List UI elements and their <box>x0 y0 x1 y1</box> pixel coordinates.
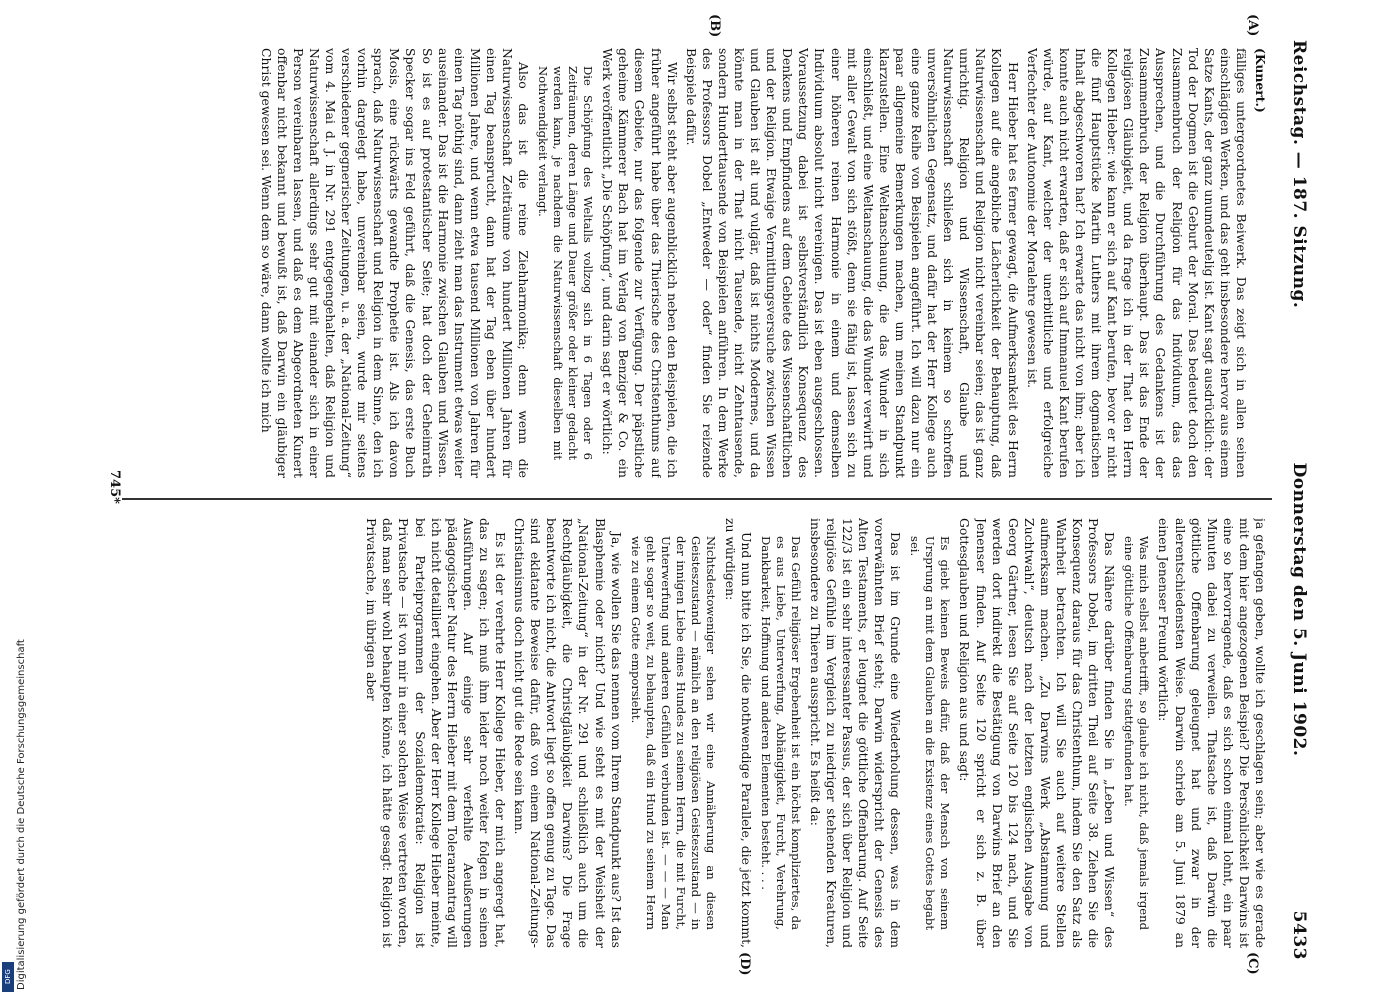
quotation: Nichtsdestoweniger sehen wir eine Annäherung an diesen Geisteszustand — nämlich an den religiösen Geisteszustand — in der innigen Liebe eines Hundes zu seinem Herrn, die mit Furcht, Unterwerfung und anderen Gefühlen verbunden ist. — — — Man geht sogar so weit, zu behaupten, daß ein Hund zu seinem Herrn wie zu einem Gotte emporsieht. <box>628 536 718 930</box>
right-column <box>118 518 1268 948</box>
left-column <box>118 48 1268 478</box>
margin-mark-d: (D) <box>737 952 752 976</box>
paragraph: Ja, wie wollen Sie das nennen vom Ihrem Standpunkt aus? Ist das Blasphemie oder nicht? Und wie steht es mit der Weisheit der „National-Zeitung“ in der Nr. 291 und schließlich auch um die Rechtgläubigkeit, die Christgläubigkeit Darwins? Die Frage beantworte ich nicht, die Antwort liegt so offen genug zu Tage. Das sind eklatante Beweise dafür, daß von einem National-Zeitungs-Christianismus doch nicht gut die Rede sein kann. <box>512 518 624 948</box>
paragraph: fälliges untergeordnetes Beiwerk. Das zeigt sich in allen seinen einschlägigen Werken, und das geht insbesondere hervor aus einem Satze Kants, der ganz unumdeutelig ist. Kant sagt ausdrücklich: der Tod der Dogmen ist die Geburt der Moral. Das bedeutet doch den Zusammenbruch der Religion für das Individuum, das das Aussprechen, und die Durchführung des Gedankens ist der Zusammenbruch der Religion überhaupt. Das ist das Ende der religiösen Gläubigkeit, und da frage ich in der That den Herrn Kollegen Hieber: wie kann er sich auf Kant berufen, bevor er nicht die fünf Hauptstücke Martin Luthers mit ihrem dogmatischen Inhalt abgeschworen hat? Ich erwarte das nicht von ihm; aber ich konnte auch nicht erwarten, daß er sich auf Immanuel Kant berufen würde, auf Kant, welcher der unerbittliche und erfolgreiche Verfechter der Autonomie der Moralehre gewesen ist. <box>1024 48 1249 478</box>
quotation: Das Gefühl religiöser Ergebenheit ist ein höchst kompliziertes, da es aus Liebe, Unterwerfung, Abhängigkeit, Furcht, Verehrung, Dankbarkeit, Hoffnung und anderen Elementen besteht. . . . <box>758 536 803 930</box>
column-rule <box>122 498 1272 500</box>
paragraph: Das ist im Grunde eine Wiederholung dessen, was in dem vorerwähnten Brief steht; Darwin widerspricht der Genesis des Alten Testaments, er leugnet die göttliche Offenbarung. Auf Seite 122/3 ist ein sehr interessanter Passus, der sich über Religion und religiöse Gefühle im Vergleich zu niedriger stehenden Kreaturen, insbesondere zu Thieren ausspricht. Es heißt da: <box>807 518 904 948</box>
paragraph: Wir selbst steht aber augenblicklich neben den Beispielen, die ich früher angeführt habe über das Thierische des Christenthums auf diesem Gebiete, nur das folgende zur Verfügung. Der päpstliche geheime Kämmerer Bach hat im Verlag von Benziger & Co. ein Werk veröffentlicht „Die Schöpfung“, und darin sagt er wörtlich: <box>600 48 680 478</box>
page-number: 5433 <box>1289 910 1309 960</box>
paragraph: ja gefangen geben, wollte ich geschlagen sein; aber wie es gerade mit dem hier angezogenen Beispiel? Die Persönlichkeit Darwins ist eine so hervorragende, daß es sich schon einmal lohnt, ein paar Minuten dabei zu verweilen. Thatsache ist, daß Darwin die göttliche Offenbarung geleugnet hat und zwar in der allerentschiedensten Weise. Darwin schrieb am 5. Juni 1879 an einen Jenenser Freund wörtlich: <box>1156 518 1268 948</box>
speaker-label: (Kunert.) <box>1253 48 1268 113</box>
paragraph: Es ist der verehrte Herr Kollege Hieber, der mich angeregt hat, das zu sagen; ich muß ihm leider noch weiter folgen in seinen Ausführungen. Auf einige sehr verfehlte Aeußerungen pädagogischer Natur des Herrn Hieber mit dem Toleranzantrag will ich nicht detailliert eingehen. Aber der Herr Kollege Hieber meinte, bei Parteiprogrammen der Sozialdemokratie: Religion ist Privatsache — ist von mir in einer solchen Weise vertreten worden, daß man sehr wohl behaupten könne, ich hätte gesagt: Religion ist Privatsache, im übrigen aber <box>364 518 508 948</box>
paragraph: Herr Hieber hat es ferner gewagt, die Aufmerksamkeit des Herrn Kollegen auf die angebliche Lächerlichkeit der Behauptung, daß Naturwissenschaft und Religion nicht vereinbar seien; das ist ganz unrichtig. Religion und Wissenschaft, Glaube und Naturwissenschaft schließen sich in keinem so schroffen unversöhnlichen Gegensatz, und dafür hat der Herr Kollege auch eine ganze Reihe von Beispielen angeführt. Ich will dazu nur ein paar allgemeine Bemerkungen machen, um meinen Standpunkt klarzustellen. Eine Weltanschauung, die das Wunder in sich einschließt, und eine Weltanschauung, die das Wunder verwirft und mit aller Gewalt von sich stößt, denn sie fähig ist, lassen sich zu einer höheren reinen Harmonie in einem und demselben Individuum absolut nicht vereinigen. Das ist eben ausgeschlossen. Voraussetzung dabei ist selbstverständlich Konsequenz des Denkens und Empfindens auf dem Gebiete des Wissenschaftlichen und der Religion. Etwaige Vermittlungsversuche zwischen Wissen und Glauben ist alt und vulgär, daß ist nichts Modernes, und da könnte man in der That nicht Tausende, nicht Zehntausende, sondern Hunderttausende von Beispielen anführen. In dem Werke des Professors Dobel „Entweder — oder“ finden Sie reizende Beispiele dafür. <box>683 48 1021 478</box>
quotation: Die Schöpfung des Weltalls vollzog sich in 6 Tagen oder 6 Zeiträumen, deren Länge und Dauer größer oder kleiner gedacht werden kann, je nachdem die Naturwissenschaft dieselben mit Nothwendigkeit verlangt. <box>536 66 596 460</box>
margin-mark-a: (A) <box>1245 14 1260 37</box>
running-head <box>1286 40 1312 960</box>
header-date: Donnerstag den 5. Juni 1902. <box>1289 462 1309 757</box>
quotation: Es giebt keinen Beweis dafür, daß der Mensch von seinem Ursprung an mit dem Glauben an die Existenz eines Gottes begabt sei. <box>908 536 953 930</box>
margin-mark-c: (C) <box>1245 952 1260 975</box>
header-left: Reichstag. — 187. Sitzung. <box>1289 40 1309 309</box>
quotation: Was mich selbst anbetrifft, so glaube ich nicht, daß jemals irgend eine göttliche Offenbarung stattgefunden hat. <box>1122 536 1152 930</box>
scanned-page <box>107 14 1312 976</box>
dfg-sidebar <box>0 0 27 1000</box>
dfg-credit: Digitalisierung gefördert durch die Deutsche Forschungsgemeinschaft <box>16 639 27 990</box>
signature-mark: 745* <box>107 470 122 504</box>
margin-mark-b: (B) <box>707 14 722 38</box>
paragraph: Also das ist die reine Ziehharmonika; denn wenn die Naturwissenschaft Zeiträume von hundert Millionen Jahren für einen Tag beansprucht, dann hat der Tag eben über hundert Millionen Jahre, und wenn etwa tausend Millionen von Jahren für einen Tag nöthig sind, dann zieht man das Instrument etwas weiter auseinander. Das ist die Harmonie zwischen Glauben und Wissen. So ist es auf protestantischer Seite; hat doch der Geheimrath Specker sogar ins Feld geführt, daß die Genesis, das erste Buch Mosis, eine rückwärts gewandte Prophetie ist. Als ich davon sprach, daß Naturwissenschaft und Religion in dem Sinne, den ich vorhin dargelegt habe, unvereinbar seien, wurde mir seitens verschiedener gegnerischer Zeitungen, u. a. der „National-Zeitung“ vom 4. Mai d. J. in Nr. 291 entgegengehalten, daß Religion und Naturwissenschaft allerdings sehr gut mit einander sich in einer Person vereinbaren lassen, und daß es dem Abgeordneten Kunert offenbar nicht bekannt und bewußt ist, daß Darwin ein gläubiger Christ gewesen sei. Wenn dem so wäre, dann wollte ich mich <box>258 48 532 478</box>
paragraph: Das Nähere darüber finden Sie in „Leben und Wissen“ des Professors Dobel, im dritten Theil auf Seite 38. Ziehen Sie die Konsequenz daraus für das Christenthum, indem Sie den Satz als Wahrheit betrachten. Ich will Sie auch auf weitere Stellen aufmerksam machen. „Zu Darwins Werk „Abstammung und Zuchtwahl“, deutsch nach der letzten englischen Ausgabe von Georg Gärtner, lesen Sie auf Seite 120 bis 124 nach, und Sie werden dort indirekt die Bestätigung von Darwins Brief an den Jenenser finden. Auf Seite 120 spricht er sich z. B. über Gottesglauben und Religion aus und sagt: <box>957 518 1118 948</box>
paragraph: Und nun bitte ich Sie, die nothwendige Parallele, die jetzt kommt, zu würdigen: <box>722 518 754 948</box>
dfg-logo: DFG <box>2 962 14 992</box>
